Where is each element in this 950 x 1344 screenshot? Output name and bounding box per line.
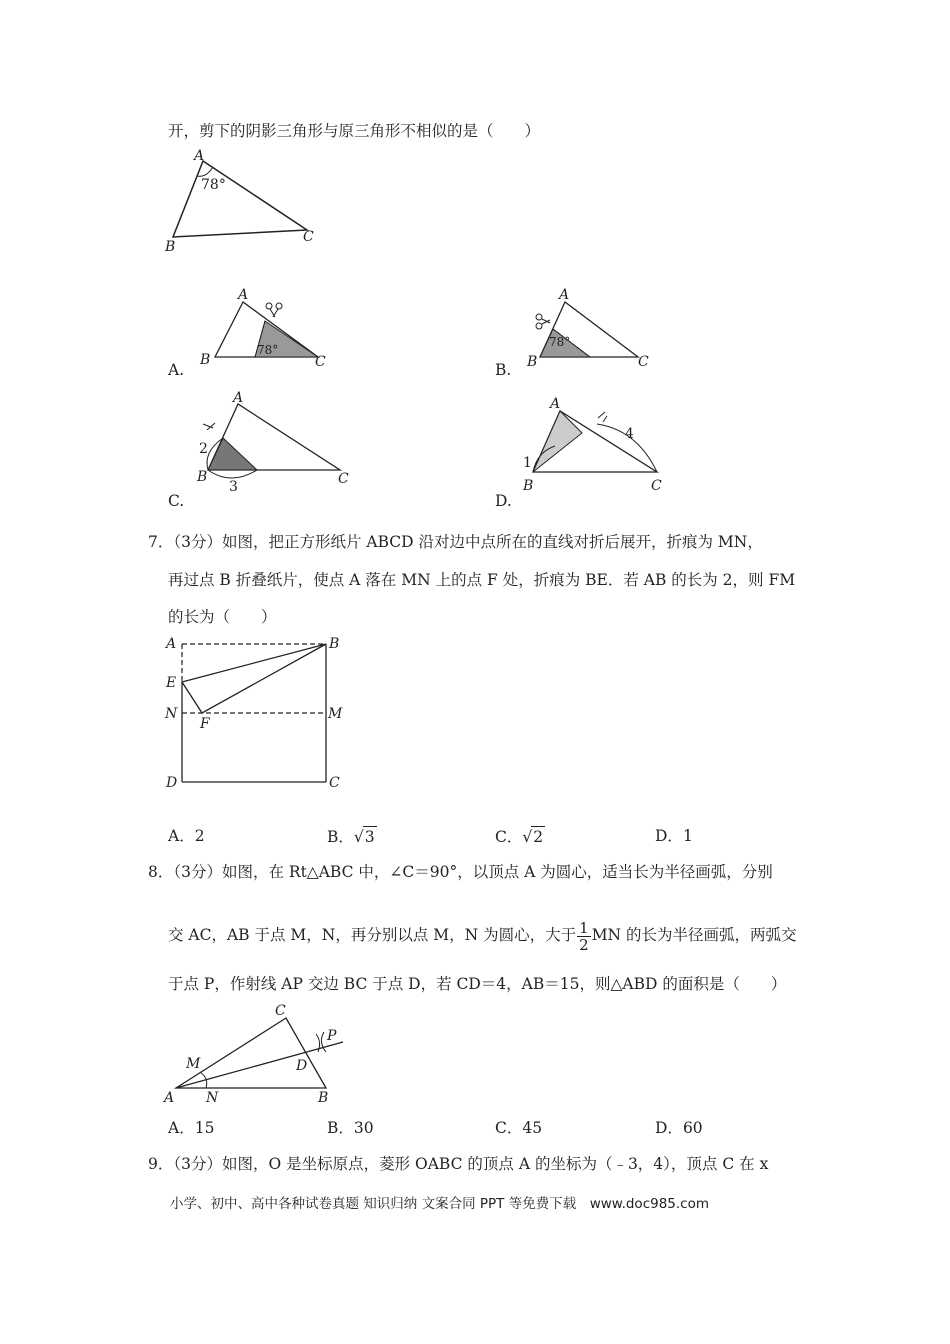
label-A: A (559, 287, 570, 303)
label-C: C (651, 478, 662, 494)
label-M: M (186, 1056, 201, 1072)
option-value: 3 (364, 828, 375, 846)
q9-stem-line1: 9．（3分）如图，O 是坐标原点，菱形 OABC 的顶点 A 的坐标为（﹣3，4），顶点 C 在 x (148, 1155, 769, 1173)
q6-option-d-figure[interactable] (515, 390, 675, 495)
q8-option-d[interactable]: D．60 (655, 1119, 703, 1137)
label-C: C (329, 775, 340, 791)
angle-label: 78° (201, 177, 226, 193)
length-label-1: 1 (523, 455, 532, 471)
label-P: P (327, 1028, 337, 1044)
label-N: N (165, 706, 178, 722)
label-D: D (166, 775, 178, 791)
label-A: A (164, 1090, 175, 1106)
q7-option-d[interactable]: D．1 (655, 827, 693, 845)
page-footer[interactable]: 小学、初中、高中各种试卷真题 知识归纳 文案合同 PPT 等免费下载 www.doc985.com (170, 1196, 710, 1212)
label-B: B (200, 352, 211, 368)
q8-option-c[interactable]: C．45 (495, 1119, 543, 1137)
q7-option-b[interactable]: B．√3 (327, 828, 375, 846)
q6-main-figure (160, 145, 330, 260)
q8-figure (160, 998, 360, 1110)
q6-option-b-letter[interactable]: B. (495, 361, 512, 379)
label-B: B (165, 239, 176, 255)
label-D: D (296, 1058, 308, 1074)
label-A: A (550, 396, 561, 412)
fraction-one-half: $\frac{1}{2}$ (579, 918, 589, 954)
scissors-icon (536, 314, 550, 329)
label-B: B (318, 1090, 329, 1106)
length-label-3: 3 (229, 479, 238, 495)
q6-option-a-letter[interactable]: A. (168, 361, 185, 379)
label-C: C (315, 354, 326, 370)
label-B: B (523, 478, 534, 494)
scissors-icon (598, 412, 607, 422)
q6-option-a-figure[interactable] (195, 284, 335, 374)
q6-option-c-figure[interactable] (195, 390, 355, 495)
sqrt-icon: √ (522, 828, 533, 846)
angle-label: 78° (257, 343, 279, 357)
q8-option-a[interactable]: A．15 (168, 1119, 215, 1137)
label-B: B (197, 469, 208, 485)
label-A: A (238, 287, 249, 303)
label-E: E (166, 675, 177, 691)
label-A: A (194, 148, 205, 164)
q6-stem-continuation: 开，剪下的阴影三角形与原三角形不相似的是（ ） (168, 122, 541, 140)
label-C: C (303, 229, 314, 245)
label-A: A (166, 636, 177, 652)
label-F: F (200, 716, 210, 732)
q6-option-d-letter[interactable]: D. (495, 492, 512, 510)
q8-stem-line3: 于点 P，作射线 AP 交边 BC 于点 D，若 CD＝4，AB＝15，则△ABD 的面积是（ ） (168, 975, 787, 993)
q7-stem-line3: 的长为（ ） (168, 608, 277, 626)
label-C: C (275, 1003, 286, 1019)
label-B: B (527, 354, 538, 370)
q7-option-c[interactable]: C．√2 (495, 828, 544, 846)
label-M: M (328, 706, 343, 722)
label-A: A (233, 390, 244, 406)
q7-figure (160, 630, 350, 795)
q8-option-b[interactable]: B．30 (327, 1119, 374, 1137)
q7-stem-line1: 7．（3分）如图，把正方形纸片 ABCD 沿对边中点所在的直线对折后展开，折痕为 MN， (148, 533, 763, 551)
angle-label: 78° (549, 335, 571, 349)
length-label-4: 4 (625, 426, 634, 442)
sqrt-icon: √ (353, 828, 364, 846)
length-label-2: 2 (199, 441, 208, 457)
q6-option-c-letter[interactable]: C. (168, 492, 185, 510)
option-value: 2 (194, 827, 205, 845)
scissors-icon (266, 303, 282, 317)
label-C: C (338, 471, 349, 487)
label-N: N (206, 1090, 219, 1106)
label-C: C (638, 354, 649, 370)
q6-option-b-figure[interactable] (520, 284, 660, 374)
scissors-icon (203, 423, 215, 430)
q7-option-a[interactable]: A．2 (168, 827, 205, 845)
q7-stem-line2: 再过点 B 折叠纸片，使点 A 落在 MN 上的点 F 处，折痕为 BE．若 AB 的长为 2，则 FM (168, 571, 796, 589)
option-value: 1 (682, 827, 693, 845)
option-value: 2 (533, 828, 544, 846)
q8-stem-line1: 8．（3分）如图，在 Rt△ABC 中，∠C＝90°，以顶点 A 为圆心，适当长为半径画弧，分别 (148, 863, 773, 881)
label-B: B (329, 636, 340, 652)
q8-stem-line2: 交 AC，AB 于点 M，N，再分别以点 M，N 为圆心，大于 $\frac{1}{2}$ MN 的长为半径画弧，两弧交 (168, 918, 797, 954)
